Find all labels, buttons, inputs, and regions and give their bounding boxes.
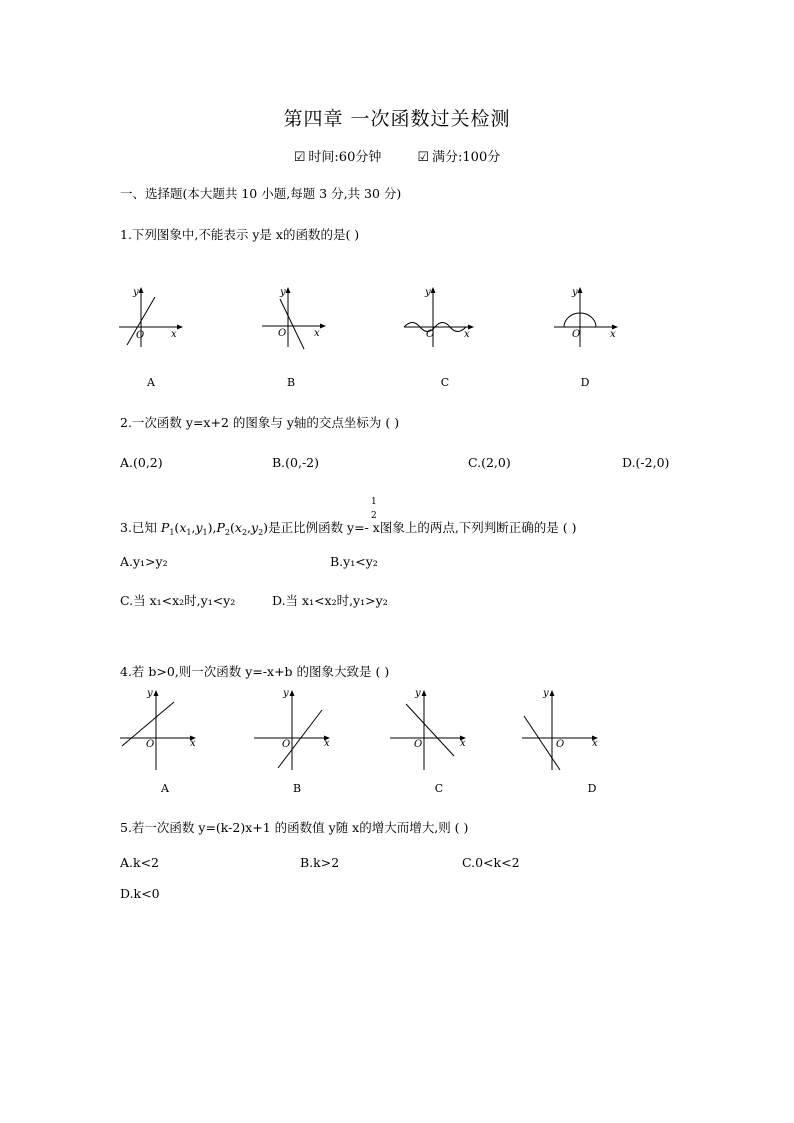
q2-option-c: C.(2,0) [468,455,511,470]
origin-label: O [556,739,565,750]
q3-option-a: A.y₁>y₂ [120,554,168,569]
question-3-stem [120,518,577,537]
q4-graph-c [388,688,473,777]
x-axis-label: x [171,329,177,340]
y-axis-label: y [147,688,153,699]
exam-meta [0,146,794,165]
y-axis-label: y [280,287,286,298]
q3-option-b: B.y₁<y₂ [330,554,378,569]
q4-graph-b [252,688,337,777]
origin-label: O [146,739,155,750]
graph-label-b: B [286,376,296,389]
q5-option-c: C.0<k<2 [462,855,520,870]
q2-option-a: A.(0,2) [120,455,163,470]
q2-option-b: B.(0,-2) [272,455,320,470]
graph-label-a: A [161,782,169,795]
q1-graph-c [402,285,477,359]
graph-label-d: D [580,376,590,389]
x-axis-label: x [324,738,330,749]
question-4-stem: 4.若 b>0,则一次函数 y=-x+b 的图象大致是 ( ) [120,664,390,679]
full-score: 满分:100分 [432,150,501,165]
points-formula: $P_1(x_1,y_1),P_2(x_2,y_2)$ [160,520,269,537]
page-title: 第四章 一次函数过关检测 [283,108,511,130]
origin-label: O [282,739,291,750]
graph-label-b: B [292,782,302,795]
question-5-stem: 5.若一次函数 y=(k-2)x+1 的函数值 y随 x的增大而增大,则 ( ) [120,820,469,835]
q1-graph-a [115,285,185,359]
x-axis-label: x [592,738,598,749]
y-axis-label: y [425,287,431,298]
q4-graph-a [118,688,203,777]
q2-option-d: D.(-2,0) [622,455,670,470]
x-axis-label: x [190,738,196,749]
graph-label-c: C [434,782,444,795]
q3-option-d: D.当 x₁<x₂时,y₁>y₂ [272,593,388,608]
graph-label-d: D [587,782,597,795]
question-1-stem: 1.下列图象中,不能表示 y是 x的函数的是( ) [120,227,360,242]
q5-option-d: D.k<0 [120,886,160,901]
origin-label: O [572,329,581,340]
origin-label: O [136,330,145,341]
stem-suffix: 是正比例函数 y=- x图象上的两点,下列判断正确的是 ( ) [268,520,577,535]
y-axis-label: y [572,287,578,298]
y-axis-label: y [543,688,549,699]
fraction-numerator: 1 [371,497,377,507]
q5-option-a: A.k<2 [120,855,160,870]
x-axis-label: x [464,329,470,340]
graph-label-a: A [147,376,155,389]
checkbox-icon: ☑ [293,150,306,165]
q1-graph-d [552,285,622,359]
question-2-stem: 2.一次函数 y=x+2 的图象与 y轴的交点坐标为 ( ) [120,415,400,430]
q5-option-b: B.k>2 [300,855,340,870]
fraction-denominator: 2 [371,511,377,521]
y-axis-label: y [283,688,289,699]
y-axis-label: y [415,688,421,699]
x-axis-label: x [314,328,320,339]
q3-option-c: C.当 x₁<x₂时,y₁<y₂ [120,593,236,608]
checkbox-icon: ☑ [417,150,430,165]
q4-graph-d [520,688,605,777]
origin-label: O [426,329,435,340]
x-axis-label: x [610,329,616,340]
graph-label-c: C [440,376,450,389]
section-heading: 一、选择题(本大题共 10 小题,每题 3 分,共 30 分) [120,186,402,201]
origin-label: O [414,739,423,750]
time-limit: 时间:60分钟 [308,150,382,165]
x-axis-label: x [460,738,466,749]
q1-graph-b [258,285,328,359]
stem-prefix: 3.已知 [120,520,161,535]
y-axis-label: y [133,287,139,298]
origin-label: O [278,328,287,339]
